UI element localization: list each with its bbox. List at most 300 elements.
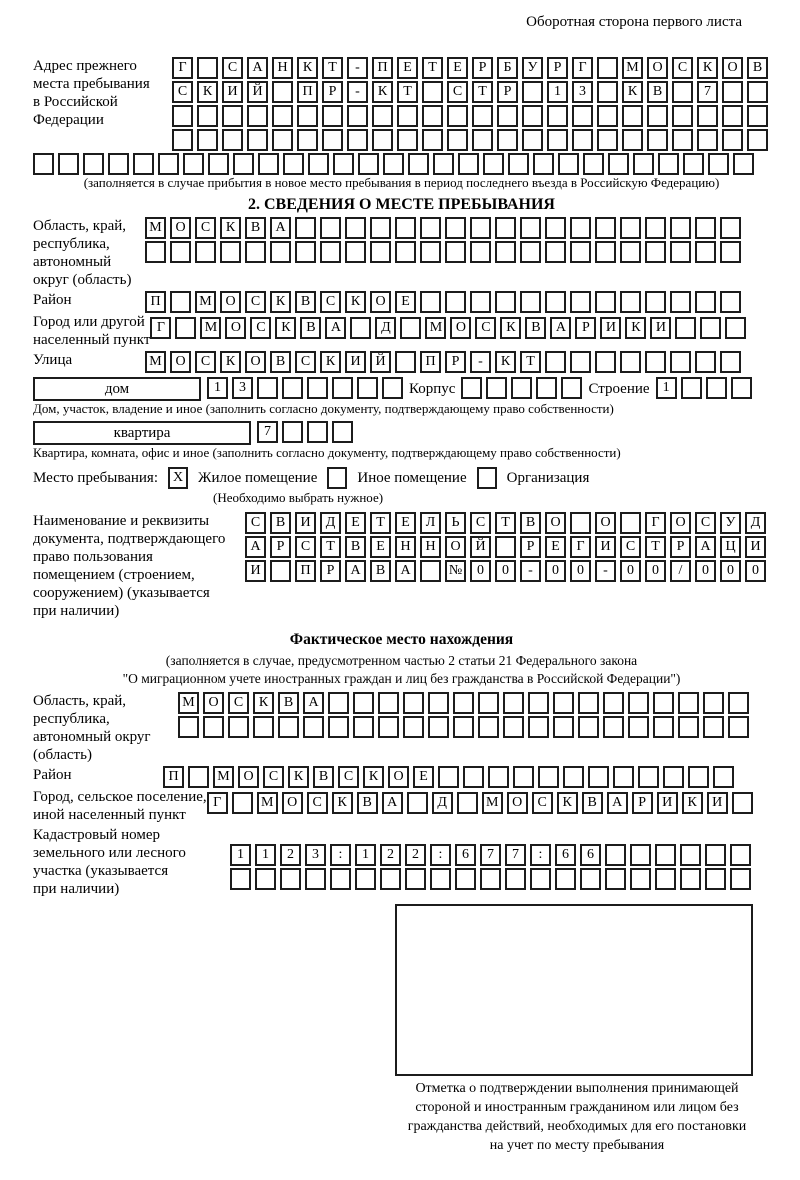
char-cell[interactable]: С	[447, 81, 468, 103]
char-cell[interactable]	[257, 377, 278, 399]
char-cell[interactable]: 2	[380, 844, 401, 866]
char-cell[interactable]: 2	[280, 844, 301, 866]
char-cell[interactable]	[522, 129, 543, 151]
char-cell[interactable]: 0	[645, 560, 666, 582]
char-cell[interactable]: С	[172, 81, 193, 103]
char-cell[interactable]: 2	[405, 844, 426, 866]
char-cell[interactable]: -	[470, 351, 491, 373]
char-cell[interactable]: С	[295, 351, 316, 373]
char-cell[interactable]	[303, 716, 324, 738]
char-cell[interactable]: Е	[395, 291, 416, 313]
char-cell[interactable]: Т	[370, 512, 391, 534]
char-cell[interactable]	[470, 241, 491, 263]
char-cell[interactable]	[270, 241, 291, 263]
char-cell[interactable]	[653, 716, 674, 738]
char-cell[interactable]: К	[332, 792, 353, 814]
char-cell[interactable]	[370, 241, 391, 263]
char-cell[interactable]	[672, 81, 693, 103]
char-cell[interactable]: С	[320, 291, 341, 313]
char-cell[interactable]	[458, 153, 479, 175]
char-cell[interactable]	[197, 129, 218, 151]
char-cell[interactable]	[447, 129, 468, 151]
dom-box[interactable]: дом	[33, 377, 201, 401]
char-cell[interactable]: /	[670, 560, 691, 582]
char-cell[interactable]	[158, 153, 179, 175]
char-cell[interactable]: О	[225, 317, 246, 339]
char-cell[interactable]	[453, 692, 474, 714]
char-cell[interactable]	[197, 57, 218, 79]
char-cell[interactable]	[520, 217, 541, 239]
char-cell[interactable]	[333, 153, 354, 175]
char-cell[interactable]	[358, 153, 379, 175]
char-cell[interactable]	[655, 844, 676, 866]
char-cell[interactable]: Р	[632, 792, 653, 814]
char-cell[interactable]: С	[195, 351, 216, 373]
char-cell[interactable]	[472, 129, 493, 151]
char-cell[interactable]: М	[425, 317, 446, 339]
char-cell[interactable]: Р	[497, 81, 518, 103]
char-cell[interactable]	[497, 129, 518, 151]
char-cell[interactable]: С	[338, 766, 359, 788]
char-cell[interactable]	[178, 716, 199, 738]
char-cell[interactable]	[308, 153, 329, 175]
char-cell[interactable]: Е	[545, 536, 566, 558]
char-cell[interactable]	[295, 241, 316, 263]
char-cell[interactable]	[672, 129, 693, 151]
char-cell[interactable]	[713, 766, 734, 788]
char-cell[interactable]: 0	[495, 560, 516, 582]
char-cell[interactable]: 0	[620, 560, 641, 582]
char-cell[interactable]: О	[282, 792, 303, 814]
char-cell[interactable]: Р	[670, 536, 691, 558]
char-cell[interactable]: А	[270, 217, 291, 239]
char-cell[interactable]	[630, 868, 651, 890]
char-cell[interactable]	[658, 153, 679, 175]
char-cell[interactable]	[722, 105, 743, 127]
char-cell[interactable]	[655, 868, 676, 890]
char-cell[interactable]	[347, 105, 368, 127]
char-cell[interactable]	[695, 241, 716, 263]
char-cell[interactable]: :	[430, 844, 451, 866]
char-cell[interactable]: -	[520, 560, 541, 582]
char-cell[interactable]	[470, 217, 491, 239]
char-cell[interactable]	[683, 153, 704, 175]
char-cell[interactable]: О	[722, 57, 743, 79]
char-cell[interactable]: С	[307, 792, 328, 814]
char-cell[interactable]: Е	[395, 512, 416, 534]
char-cell[interactable]: Г	[207, 792, 228, 814]
char-cell[interactable]	[720, 351, 741, 373]
char-cell[interactable]	[307, 377, 328, 399]
char-cell[interactable]	[588, 766, 609, 788]
char-cell[interactable]	[653, 692, 674, 714]
char-cell[interactable]	[495, 217, 516, 239]
char-cell[interactable]: 7	[505, 844, 526, 866]
char-cell[interactable]: 1	[547, 81, 568, 103]
checkbox-zhiloe[interactable]: X	[168, 467, 188, 489]
char-cell[interactable]: К	[288, 766, 309, 788]
char-cell[interactable]	[486, 377, 507, 399]
char-cell[interactable]	[320, 217, 341, 239]
char-cell[interactable]	[630, 844, 651, 866]
char-cell[interactable]	[357, 377, 378, 399]
char-cell[interactable]	[395, 217, 416, 239]
char-cell[interactable]: Р	[270, 536, 291, 558]
char-cell[interactable]	[603, 716, 624, 738]
char-cell[interactable]: В	[345, 536, 366, 558]
char-cell[interactable]	[297, 129, 318, 151]
char-cell[interactable]	[547, 129, 568, 151]
char-cell[interactable]: А	[607, 792, 628, 814]
char-cell[interactable]	[495, 241, 516, 263]
char-cell[interactable]	[638, 766, 659, 788]
char-cell[interactable]: С	[475, 317, 496, 339]
char-cell[interactable]: Г	[172, 57, 193, 79]
char-cell[interactable]: Т	[520, 351, 541, 373]
char-cell[interactable]	[533, 153, 554, 175]
char-cell[interactable]: 0	[470, 560, 491, 582]
char-cell[interactable]	[172, 129, 193, 151]
char-cell[interactable]: Т	[472, 81, 493, 103]
char-cell[interactable]	[382, 377, 403, 399]
char-cell[interactable]: К	[270, 291, 291, 313]
char-cell[interactable]	[378, 692, 399, 714]
char-cell[interactable]	[461, 377, 482, 399]
char-cell[interactable]: С	[245, 291, 266, 313]
char-cell[interactable]: О	[388, 766, 409, 788]
char-cell[interactable]: П	[372, 57, 393, 79]
char-cell[interactable]	[295, 217, 316, 239]
char-cell[interactable]	[595, 241, 616, 263]
char-cell[interactable]	[420, 241, 441, 263]
char-cell[interactable]	[528, 716, 549, 738]
char-cell[interactable]: О	[245, 351, 266, 373]
char-cell[interactable]	[620, 351, 641, 373]
char-cell[interactable]: 1	[355, 844, 376, 866]
char-cell[interactable]: В	[270, 512, 291, 534]
char-cell[interactable]	[395, 351, 416, 373]
char-cell[interactable]: О	[647, 57, 668, 79]
char-cell[interactable]	[345, 241, 366, 263]
char-cell[interactable]	[670, 241, 691, 263]
char-cell[interactable]	[675, 317, 696, 339]
char-cell[interactable]: №	[445, 560, 466, 582]
char-cell[interactable]: 0	[720, 560, 741, 582]
char-cell[interactable]	[703, 716, 724, 738]
char-cell[interactable]: К	[220, 351, 241, 373]
char-cell[interactable]: В	[357, 792, 378, 814]
char-cell[interactable]	[700, 317, 721, 339]
char-cell[interactable]	[230, 868, 251, 890]
char-cell[interactable]: К	[275, 317, 296, 339]
char-cell[interactable]	[278, 716, 299, 738]
char-cell[interactable]: К	[495, 351, 516, 373]
char-cell[interactable]	[397, 129, 418, 151]
char-cell[interactable]	[732, 792, 753, 814]
char-cell[interactable]	[355, 868, 376, 890]
char-cell[interactable]: М	[145, 217, 166, 239]
char-cell[interactable]	[645, 351, 666, 373]
char-cell[interactable]	[372, 129, 393, 151]
char-cell[interactable]	[572, 129, 593, 151]
char-cell[interactable]: Й	[370, 351, 391, 373]
char-cell[interactable]: Й	[470, 536, 491, 558]
char-cell[interactable]: С	[228, 692, 249, 714]
char-cell[interactable]: Е	[413, 766, 434, 788]
char-cell[interactable]	[445, 241, 466, 263]
char-cell[interactable]: С	[295, 536, 316, 558]
char-cell[interactable]: 6	[580, 844, 601, 866]
char-cell[interactable]: К	[220, 217, 241, 239]
char-cell[interactable]: Т	[645, 536, 666, 558]
char-cell[interactable]	[280, 868, 301, 890]
char-cell[interactable]	[530, 868, 551, 890]
char-cell[interactable]	[605, 868, 626, 890]
char-cell[interactable]: О	[595, 512, 616, 534]
char-cell[interactable]	[545, 291, 566, 313]
char-cell[interactable]	[570, 351, 591, 373]
char-cell[interactable]: Н	[272, 57, 293, 79]
char-cell[interactable]	[372, 105, 393, 127]
char-cell[interactable]: Г	[645, 512, 666, 534]
char-cell[interactable]	[220, 241, 241, 263]
char-cell[interactable]	[563, 766, 584, 788]
char-cell[interactable]: А	[382, 792, 403, 814]
char-cell[interactable]: М	[622, 57, 643, 79]
char-cell[interactable]	[322, 129, 343, 151]
char-cell[interactable]	[670, 351, 691, 373]
char-cell[interactable]: У	[522, 57, 543, 79]
char-cell[interactable]	[222, 129, 243, 151]
char-cell[interactable]: Р	[472, 57, 493, 79]
char-cell[interactable]	[720, 291, 741, 313]
char-cell[interactable]: Т	[397, 81, 418, 103]
char-cell[interactable]: Т	[495, 512, 516, 534]
char-cell[interactable]: Д	[745, 512, 766, 534]
char-cell[interactable]: С	[620, 536, 641, 558]
char-cell[interactable]: Й	[247, 81, 268, 103]
char-cell[interactable]: :	[330, 844, 351, 866]
char-cell[interactable]	[403, 692, 424, 714]
char-cell[interactable]: О	[450, 317, 471, 339]
char-cell[interactable]	[695, 217, 716, 239]
char-cell[interactable]	[253, 716, 274, 738]
char-cell[interactable]	[747, 81, 768, 103]
char-cell[interactable]: Л	[420, 512, 441, 534]
char-cell[interactable]	[511, 377, 532, 399]
char-cell[interactable]	[578, 692, 599, 714]
char-cell[interactable]	[547, 105, 568, 127]
char-cell[interactable]	[731, 377, 752, 399]
char-cell[interactable]	[345, 217, 366, 239]
char-cell[interactable]	[620, 217, 641, 239]
char-cell[interactable]: К	[697, 57, 718, 79]
char-cell[interactable]	[170, 291, 191, 313]
char-cell[interactable]	[58, 153, 79, 175]
char-cell[interactable]: П	[297, 81, 318, 103]
char-cell[interactable]	[570, 241, 591, 263]
char-cell[interactable]: А	[550, 317, 571, 339]
char-cell[interactable]	[578, 716, 599, 738]
char-cell[interactable]: Е	[370, 536, 391, 558]
char-cell[interactable]	[203, 716, 224, 738]
char-cell[interactable]: Д	[320, 512, 341, 534]
char-cell[interactable]	[513, 766, 534, 788]
char-cell[interactable]: И	[222, 81, 243, 103]
char-cell[interactable]: Т	[322, 57, 343, 79]
char-cell[interactable]: 3	[572, 81, 593, 103]
char-cell[interactable]	[583, 153, 604, 175]
char-cell[interactable]	[570, 512, 591, 534]
char-cell[interactable]: И	[650, 317, 671, 339]
char-cell[interactable]	[503, 692, 524, 714]
char-cell[interactable]	[645, 291, 666, 313]
char-cell[interactable]	[430, 868, 451, 890]
char-cell[interactable]	[561, 377, 582, 399]
char-cell[interactable]: М	[482, 792, 503, 814]
char-cell[interactable]	[620, 512, 641, 534]
char-cell[interactable]	[633, 153, 654, 175]
char-cell[interactable]: В	[520, 512, 541, 534]
char-cell[interactable]	[282, 377, 303, 399]
char-cell[interactable]: П	[420, 351, 441, 373]
char-cell[interactable]: К	[197, 81, 218, 103]
char-cell[interactable]: В	[270, 351, 291, 373]
char-cell[interactable]: О	[220, 291, 241, 313]
char-cell[interactable]	[208, 153, 229, 175]
char-cell[interactable]: В	[647, 81, 668, 103]
char-cell[interactable]	[672, 105, 693, 127]
char-cell[interactable]: К	[622, 81, 643, 103]
char-cell[interactable]	[730, 844, 751, 866]
char-cell[interactable]: С	[195, 217, 216, 239]
char-cell[interactable]	[647, 129, 668, 151]
char-cell[interactable]	[620, 241, 641, 263]
char-cell[interactable]: С	[672, 57, 693, 79]
char-cell[interactable]: А	[395, 560, 416, 582]
char-cell[interactable]: -	[347, 57, 368, 79]
char-cell[interactable]	[722, 81, 743, 103]
char-cell[interactable]	[705, 868, 726, 890]
char-cell[interactable]	[720, 241, 741, 263]
char-cell[interactable]	[708, 153, 729, 175]
char-cell[interactable]	[670, 217, 691, 239]
char-cell[interactable]	[620, 291, 641, 313]
char-cell[interactable]	[272, 81, 293, 103]
char-cell[interactable]: К	[372, 81, 393, 103]
char-cell[interactable]: В	[245, 217, 266, 239]
char-cell[interactable]	[528, 692, 549, 714]
char-cell[interactable]	[350, 317, 371, 339]
char-cell[interactable]: И	[245, 560, 266, 582]
char-cell[interactable]	[403, 716, 424, 738]
char-cell[interactable]	[195, 241, 216, 263]
char-cell[interactable]: А	[247, 57, 268, 79]
char-cell[interactable]	[597, 129, 618, 151]
char-cell[interactable]: 1	[255, 844, 276, 866]
char-cell[interactable]	[245, 241, 266, 263]
char-cell[interactable]	[247, 129, 268, 151]
char-cell[interactable]	[697, 129, 718, 151]
char-cell[interactable]	[445, 217, 466, 239]
char-cell[interactable]	[472, 105, 493, 127]
char-cell[interactable]: 3	[232, 377, 253, 399]
char-cell[interactable]	[605, 844, 626, 866]
char-cell[interactable]	[613, 766, 634, 788]
char-cell[interactable]	[733, 153, 754, 175]
char-cell[interactable]: 0	[745, 560, 766, 582]
char-cell[interactable]: И	[707, 792, 728, 814]
char-cell[interactable]: Р	[520, 536, 541, 558]
char-cell[interactable]	[428, 692, 449, 714]
char-cell[interactable]	[255, 868, 276, 890]
char-cell[interactable]	[663, 766, 684, 788]
char-cell[interactable]	[488, 766, 509, 788]
char-cell[interactable]	[272, 105, 293, 127]
char-cell[interactable]	[33, 153, 54, 175]
char-cell[interactable]	[695, 351, 716, 373]
char-cell[interactable]	[497, 105, 518, 127]
char-cell[interactable]	[678, 692, 699, 714]
char-cell[interactable]	[405, 868, 426, 890]
char-cell[interactable]	[520, 241, 541, 263]
char-cell[interactable]	[232, 792, 253, 814]
char-cell[interactable]: М	[145, 351, 166, 373]
char-cell[interactable]: К	[297, 57, 318, 79]
char-cell[interactable]: И	[745, 536, 766, 558]
char-cell[interactable]: В	[747, 57, 768, 79]
char-cell[interactable]: И	[345, 351, 366, 373]
char-cell[interactable]	[681, 377, 702, 399]
char-cell[interactable]	[453, 716, 474, 738]
char-cell[interactable]	[422, 81, 443, 103]
char-cell[interactable]: :	[530, 844, 551, 866]
char-cell[interactable]	[378, 716, 399, 738]
char-cell[interactable]	[175, 317, 196, 339]
char-cell[interactable]: А	[325, 317, 346, 339]
char-cell[interactable]	[170, 241, 191, 263]
char-cell[interactable]	[522, 105, 543, 127]
char-cell[interactable]: О	[370, 291, 391, 313]
char-cell[interactable]	[272, 129, 293, 151]
char-cell[interactable]: 0	[695, 560, 716, 582]
char-cell[interactable]: В	[295, 291, 316, 313]
char-cell[interactable]: -	[595, 560, 616, 582]
char-cell[interactable]	[595, 351, 616, 373]
char-cell[interactable]: 7	[257, 421, 278, 443]
char-cell[interactable]: О	[545, 512, 566, 534]
char-cell[interactable]: Р	[320, 560, 341, 582]
char-cell[interactable]	[645, 241, 666, 263]
char-cell[interactable]: А	[345, 560, 366, 582]
char-cell[interactable]	[495, 291, 516, 313]
char-cell[interactable]: Д	[432, 792, 453, 814]
char-cell[interactable]: И	[295, 512, 316, 534]
char-cell[interactable]	[233, 153, 254, 175]
char-cell[interactable]	[445, 291, 466, 313]
char-cell[interactable]: В	[313, 766, 334, 788]
char-cell[interactable]: -	[347, 81, 368, 103]
char-cell[interactable]	[597, 57, 618, 79]
char-cell[interactable]: О	[507, 792, 528, 814]
char-cell[interactable]	[305, 868, 326, 890]
char-cell[interactable]	[270, 560, 291, 582]
char-cell[interactable]	[680, 868, 701, 890]
char-cell[interactable]	[408, 153, 429, 175]
char-cell[interactable]: К	[320, 351, 341, 373]
char-cell[interactable]	[197, 105, 218, 127]
char-cell[interactable]: С	[263, 766, 284, 788]
